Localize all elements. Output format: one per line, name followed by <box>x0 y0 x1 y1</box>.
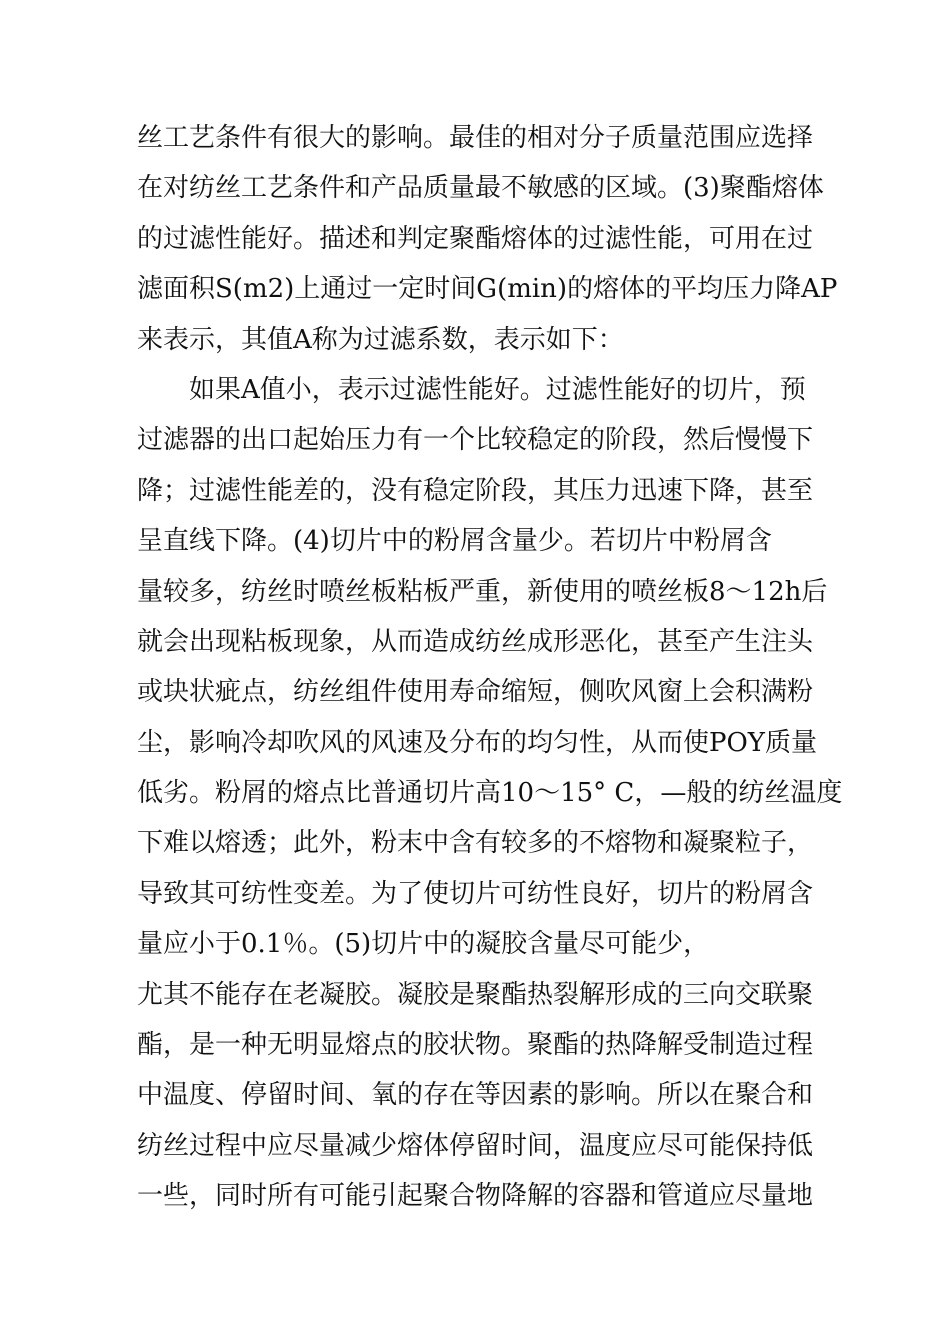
text-line: 呈直线下降。(4)切片中的粉屑含量少。若切片中粉屑含 <box>137 526 772 557</box>
text-line: 过滤器的出口起始压力有一个比较稳定的阶段，然后慢慢下 <box>137 425 814 456</box>
text-line: 在对纺丝工艺条件和产品质量最不敏感的区域。(3)聚酯熔体 <box>137 173 824 204</box>
text-line: 导致其可纺性变差。为了使切片可纺性良好，切片的粉屑含 <box>137 878 814 909</box>
paragraph-first-line: 如果A值小，表示过滤性能好。过滤性能好的切片，预 <box>189 374 806 405</box>
text-line: 量较多，纺丝时喷丝板粘板严重，新使用的喷丝板8〜12h后 <box>137 576 828 607</box>
text-line: 的过滤性能好。描述和判定聚酯熔体的过滤性能，可用在过 <box>137 223 814 254</box>
body-text <box>137 113 843 1222</box>
text-line: 尘，影响冷却吹风的风速及分布的均匀性，从而使POY质量 <box>137 727 817 758</box>
text-line: 尤其不能存在老凝胶。凝胶是聚酯热裂解形成的三向交联聚 <box>137 979 814 1010</box>
text-line: 下难以熔透；此外，粉末中含有较多的不熔物和凝聚粒子， <box>137 828 814 859</box>
text-line: 滤面积S(m2)上通过一定时间G(min)的熔体的平均压力降AP <box>137 274 838 305</box>
text-line: 降；过滤性能差的，没有稳定阶段，其压力迅速下降，甚至 <box>137 475 814 506</box>
text-line: 或块状疵点，纺丝组件使用寿命缩短，侧吹风窗上会积满粉 <box>137 677 814 708</box>
text-line: 中温度、停留时间、氧的存在等因素的影响。所以在聚合和 <box>137 1080 814 1111</box>
text-line: 低劣。粉屑的熔点比普通切片高10〜15° C，—般的纺丝温度 <box>137 778 843 809</box>
text-line: 酯，是一种无明显熔点的胶状物。聚酯的热降解受制造过程 <box>137 1030 814 1061</box>
text-line: 量应小于0.1％。(5)切片中的凝胶含量尽可能少， <box>137 929 710 960</box>
text-line: 纺丝过程中应尽量减少熔体停留时间，温度应尽可能保持低 <box>137 1130 814 1161</box>
text-line: 就会出现粘板现象，从而造成纺丝成形恶化，甚至产生注头 <box>137 626 814 657</box>
text-line: 一些，同时所有可能引起聚合物降解的容器和管道应尽量地 <box>137 1181 814 1212</box>
text-line: 丝工艺条件有很大的影响。最佳的相对分子质量范围应选择 <box>137 123 814 153</box>
text-line: 来表示，其值A称为过滤系数，表示如下： <box>137 324 624 355</box>
